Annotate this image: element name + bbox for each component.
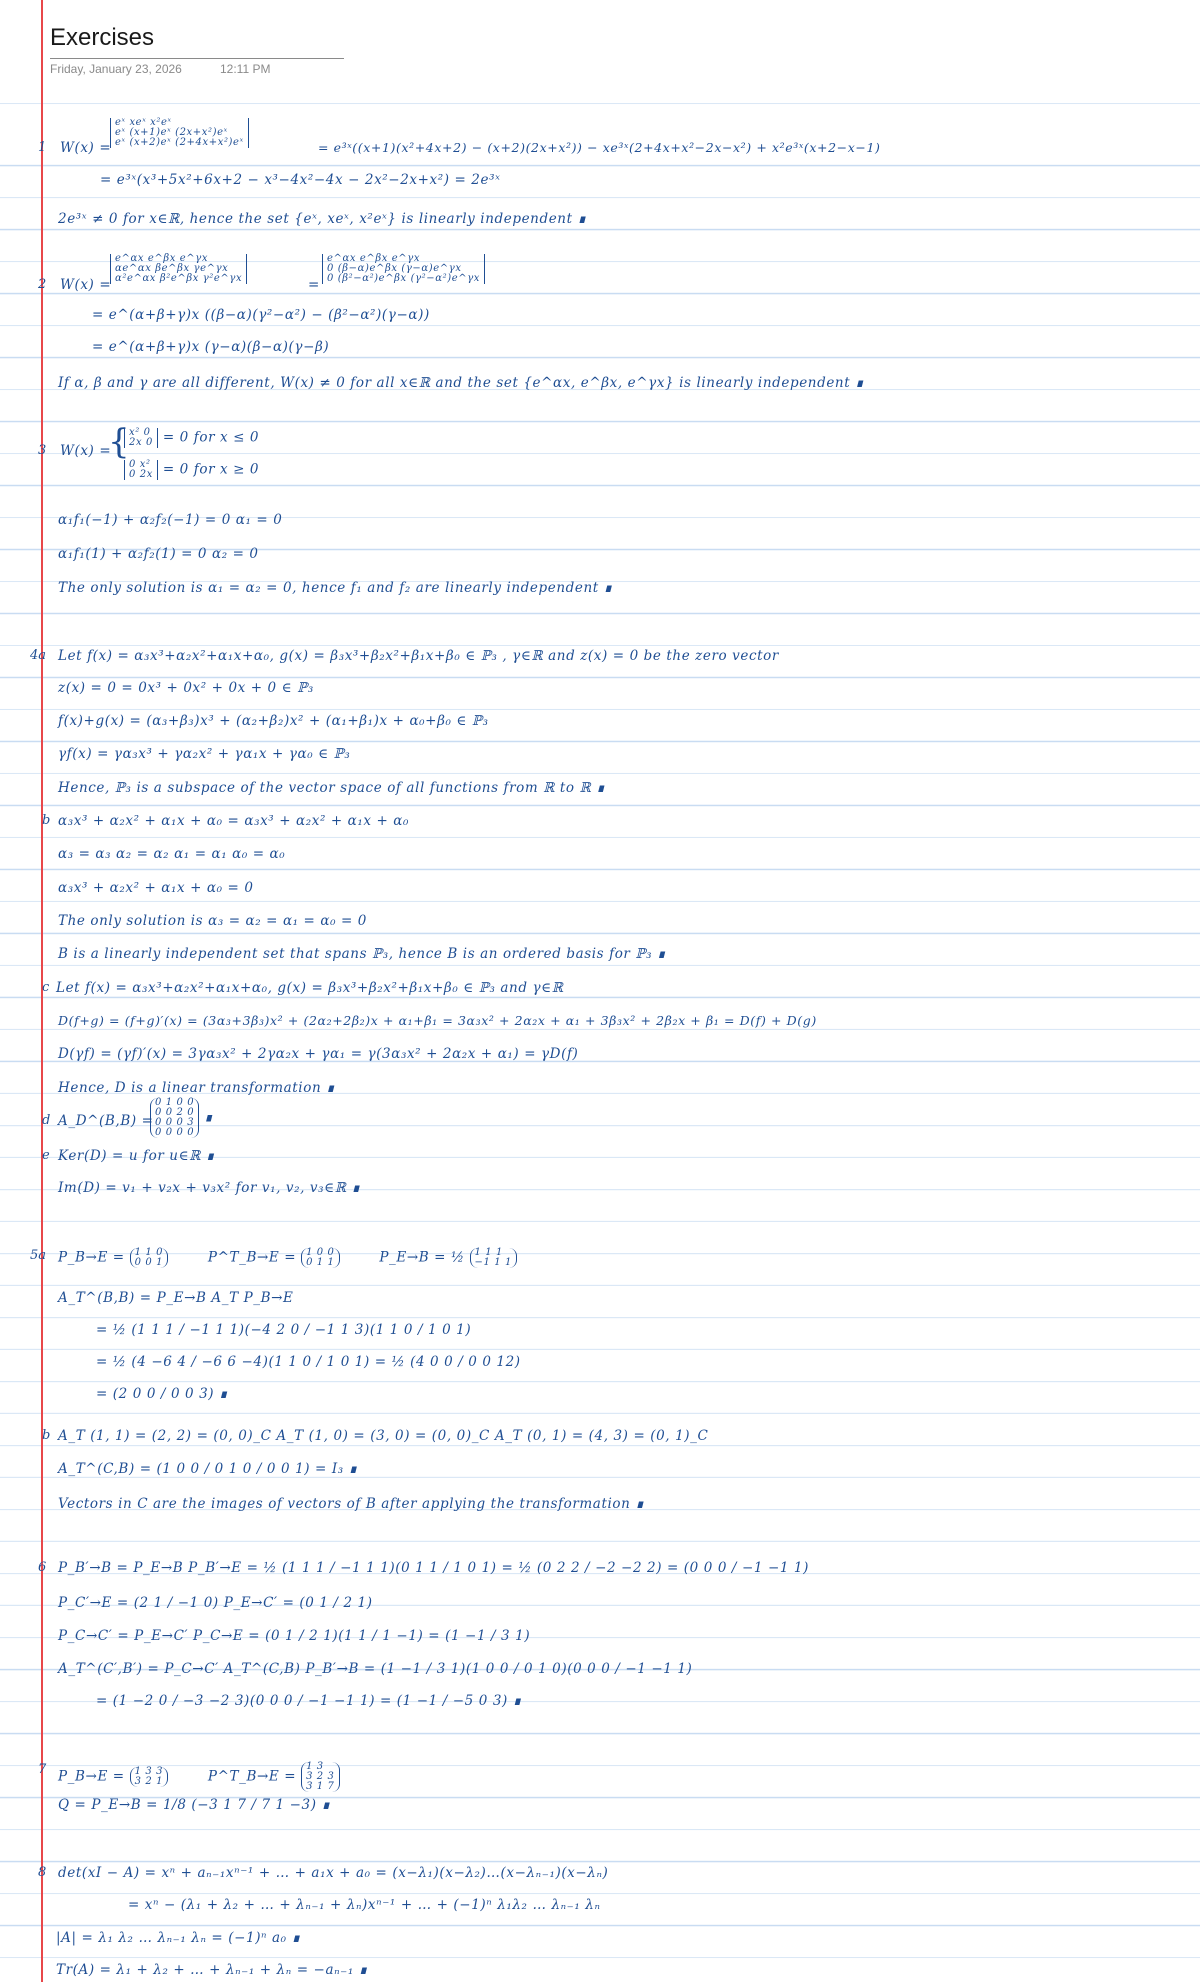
q4c-line-2: D(f+g) = (f+g)′(x) = (3α₃+3β₃)x² + (2α₂+2β₂)x + α₁+β₁ = 3α₃x² + 2α₂x + α₁ + 3β₃x² + 2β₂x + β₁ = D(f) + D(g) — [58, 1013, 817, 1028]
question-8-number: 8 — [38, 1865, 47, 1880]
q4a-line-2: z(x) = 0 = 0x³ + 0x² + 0x + 0 ∈ ℙ₃ — [58, 680, 314, 696]
q1-det-row-2: eˣ (x+1)eˣ (2x+x²)eˣ — [115, 127, 228, 138]
question-1-number: 1 — [38, 140, 47, 155]
q1-simplification: = e³ˣ(x³+5x²+6x+2 − x³−4x²−4x − 2x²−2x+x²) = 2e³ˣ — [100, 172, 501, 188]
q3-case-2-row-2: 0 2x — [129, 469, 153, 480]
q1-wronskian-label: W(x) = — [60, 140, 112, 156]
q4a-line-4: γf(x) = γα₃x³ + γα₂x² + γα₁x + γα₀ ∈ ℙ₃ — [58, 746, 351, 762]
q8-line-3: |A| = λ₁ λ₂ … λₙ₋₁ λₙ = (−1)ⁿ a₀ ∎ — [56, 1930, 301, 1946]
q4d-row-3: 0 0 0 3 — [155, 1117, 195, 1128]
q5a-p-e-to-b-label: P_E→B = ½ — [379, 1249, 465, 1266]
q4a-line-3: f(x)+g(x) = (α₃+β₃)x³ + (α₂+β₂)x² + (α₁+β₁)x + α₀+β₀ ∈ ℙ₃ — [58, 713, 489, 729]
q5a-p-b-to-e-label: P_B→E = — [58, 1249, 125, 1266]
q7-p-b-to-e-row-2: 3 2 1 — [134, 1776, 164, 1787]
q4d-row-1: 0 1 0 0 — [155, 1097, 195, 1108]
q3-conclusion: The only solution is α₁ = α₂ = 0, hence f₁ and f₂ are linearly independent ∎ — [58, 580, 613, 596]
q7-p-transpose-row-2: 3 2 3 — [306, 1771, 335, 1782]
q4d-row-2: 0 0 2 0 — [155, 1107, 195, 1118]
q6-line-3: P_C→C′ = P_E→C′ P_C→E = (0 1 / 2 1)(1 1 / 1 −1) = (1 −1 / 3 1) — [58, 1628, 531, 1644]
q4a-line-1: Let f(x) = α₃x³+α₂x²+α₁x+α₀, g(x) = β₃x³+β₂x²+β₁x+β₀ ∈ ℙ₃ , γ∈ℝ and z(x) = 0 be the zero vector — [58, 648, 779, 664]
page-header-area — [0, 0, 1200, 98]
q6-line-2: P_C′→E = (2 1 / −1 0) P_E→C′ = (0 1 / 2 1) — [58, 1595, 373, 1611]
q5a-line-5: = (2 0 0 / 0 0 3) ∎ — [96, 1386, 229, 1402]
q7-p-transpose-label: P^T_B→E = — [207, 1768, 297, 1785]
q4e-line-2: Im(D) = v₁ + v₂x + v₃x² for v₁, v₂, v₃∈ℝ ∎ — [58, 1180, 361, 1196]
q3-case-1 — [124, 428, 259, 448]
q2-determinant-b — [322, 254, 485, 284]
q4d-row-4: 0 0 0 0 — [155, 1127, 195, 1138]
page-title[interactable]: Exercises — [50, 24, 155, 51]
q4b-label: b — [42, 813, 51, 828]
q5a-p-b-to-e-row-2: 0 0 1 — [134, 1257, 164, 1268]
q8-line-4: Tr(A) = λ₁ + λ₂ + … + λₙ₋₁ + λₙ = −aₙ₋₁ ∎ — [56, 1962, 368, 1978]
q8-line-1: det(xI − A) = xⁿ + aₙ₋₁xⁿ⁻¹ + … + a₁x + a₀ = (x−λ₁)(x−λ₂)…(x−λₙ₋₁)(x−λₙ) — [58, 1865, 609, 1881]
q3-case-1-tail: = 0 for x ≤ 0 — [162, 429, 260, 446]
q4b-line-5: B is a linearly independent set that spans ℙ₃, hence B is an ordered basis for ℙ₃ ∎ — [58, 946, 667, 962]
q5a-line-3: = ½ (1 1 1 / −1 1 1)(−4 2 0 / −1 1 3)(1 1 0 / 1 0 1) — [96, 1322, 472, 1338]
q4d-matrix — [150, 1098, 213, 1138]
q8-line-2: = xⁿ − (λ₁ + λ₂ + … + λₙ₋₁ + λₙ)xⁿ⁻¹ + … + (−1)ⁿ λ₁λ₂ … λₙ₋₁ λₙ — [128, 1897, 601, 1913]
q4c-label: c — [42, 980, 50, 995]
q4b-line-4: The only solution is α₃ = α₂ = α₁ = α₀ = 0 — [58, 913, 367, 929]
q2-det-a-row-1: e^αx e^βx e^γx — [115, 253, 209, 264]
q5b-line-2: A_T^(C,B) = (1 0 0 / 0 1 0 / 0 0 1) = I₃ ∎ — [58, 1461, 358, 1477]
q2-det-b-row-3: 0 (β²−α²)e^βx (γ²−α²)e^γx — [327, 273, 481, 284]
q2-det-a-row-2: αe^αx βe^βx γe^γx — [115, 263, 229, 274]
q4b-line-2: α₃ = α₃ α₂ = α₂ α₁ = α₁ α₀ = α₀ — [58, 846, 286, 862]
q3-case-1-row-1: x² 0 — [129, 427, 151, 438]
q5a-p-transpose-label: P^T_B→E = — [207, 1249, 297, 1266]
q4d-matrix-label: A_D^(B,B) = — [58, 1113, 154, 1129]
q3-case-2-row-1: 0 x² — [129, 459, 151, 470]
title-underline — [50, 58, 344, 59]
question-7-number: 7 — [38, 1762, 47, 1777]
q4a-line-5: Hence, ℙ₃ is a subspace of the vector space of all functions from ℝ to ℝ ∎ — [58, 780, 606, 796]
q1-det-row-1: eˣ xeˣ x²eˣ — [115, 117, 172, 128]
q7-p-transpose-row-1: 1 3 — [306, 1761, 324, 1772]
page-date: Friday, January 23, 2026 — [50, 62, 182, 76]
q4c-line-4: Hence, D is a linear transformation ∎ — [58, 1080, 336, 1096]
q4b-line-1: α₃x³ + α₂x² + α₁x + α₀ = α₃x³ + α₂x² + α₁x + α₀ — [58, 813, 410, 829]
question-2-number: 2 — [38, 277, 47, 292]
question-4a-number: 4a — [30, 648, 47, 663]
q1-conclusion: 2e³ˣ ≠ 0 for x∈ℝ, hence the set {eˣ, xeˣ, x²eˣ} is linearly independent ∎ — [58, 211, 587, 227]
q6-line-5: = (1 −2 0 / −3 −2 3)(0 0 0 / −1 −1 1) = (1 −1 / −5 0 3) ∎ — [96, 1693, 522, 1709]
q3-case-1-row-2: 2x 0 — [129, 437, 153, 448]
q4c-line-3: D(γf) = (γf)′(x) = 3γα₃x² + 2γα₂x + γα₁ = γ(3α₃x² + 2α₂x + α₁) = γD(f) — [58, 1046, 579, 1062]
q2-det-a-row-3: α²e^αx β²e^βx γ²e^γx — [115, 273, 243, 284]
q5a-p-e-to-b-row-1: 1 1 1 — [474, 1247, 503, 1258]
q2-conclusion: If α, β and γ are all different, W(x) ≠ 0 for all x∈ℝ and the set {e^αx, e^βx, e^γx} is linearly independent ∎ — [58, 375, 865, 391]
q4b-line-3: α₃x³ + α₂x² + α₁x + α₀ = 0 — [58, 880, 254, 896]
q5a-p-b-to-e-row-1: 1 1 0 — [134, 1247, 164, 1258]
question-5a-number: 5a — [30, 1248, 47, 1263]
q5a-p-transpose-row-1: 1 0 0 — [306, 1247, 335, 1258]
q3-equation-1: α₁f₁(−1) + α₂f₂(−1) = 0 α₁ = 0 — [58, 512, 283, 528]
q5a-line-2: A_T^(B,B) = P_E→B A_T P_B→E — [58, 1290, 294, 1306]
q5a-line-1 — [58, 1248, 517, 1268]
q5b-line-1: A_T (1, 1) = (2, 2) = (0, 0)_C A_T (1, 0) = (3, 0) = (0, 0)_C A_T (0, 1) = (4, 3) = (0, 1)_C — [58, 1428, 709, 1444]
q1-expansion: = e³ˣ((x+1)(x²+4x+2) − (x+2)(2x+x²)) − xe³ˣ(2+4x+x²−2x−x²) + x²e³ˣ(x+2−x−1) — [318, 140, 881, 155]
q7-p-b-to-e-label: P_B→E = — [58, 1768, 125, 1785]
q3-wronskian-label: W(x) = — [60, 443, 112, 459]
q3-case-2-tail: = 0 for x ≥ 0 — [162, 461, 260, 478]
q5b-label: b — [42, 1428, 51, 1443]
q4c-line-1: Let f(x) = α₃x³+α₂x²+α₁x+α₀, g(x) = β₃x³+β₂x²+β₁x+β₀ ∈ ℙ₃ and γ∈ℝ — [56, 980, 564, 996]
page-time: 12:11 PM — [220, 62, 271, 76]
q3-equation-2: α₁f₁(1) + α₂f₂(1) = 0 α₂ = 0 — [58, 546, 259, 562]
q7-line-2: Q = P_E→B = 1/8 (−3 1 7 / 7 1 −3) ∎ — [58, 1797, 331, 1813]
q6-line-1: P_B′→B = P_E→B P_B′→E = ½ (1 1 1 / −1 1 1)(0 1 1 / 1 0 1) = ½ (0 2 2 / −2 −2 2) = (0 0 0 / −1 −1 1) — [58, 1560, 809, 1576]
q5a-p-transpose-row-2: 0 1 1 — [306, 1257, 335, 1268]
q4d-end-mark: ∎ — [204, 1109, 214, 1126]
q1-determinant — [110, 118, 249, 148]
q2-factored: = e^(α+β+γ)x (γ−α)(β−α)(γ−β) — [92, 339, 330, 355]
q1-det-row-3: eˣ (x+2)eˣ (2+4x+x²)eˣ — [115, 137, 244, 148]
q2-determinant-a — [110, 254, 247, 284]
q2-det-b-row-1: e^αx e^βx e^γx — [327, 253, 421, 264]
q2-det-b-row-2: 0 (β−α)e^βx (γ−α)e^γx — [327, 263, 462, 274]
question-3-number: 3 — [38, 443, 47, 458]
q4d-label: d — [42, 1113, 51, 1128]
q5a-p-e-to-b-row-2: −1 1 1 — [474, 1257, 512, 1268]
question-6-number: 6 — [38, 1560, 47, 1575]
q5b-line-3: Vectors in C are the images of vectors of B after applying the transformation ∎ — [58, 1496, 645, 1512]
q4e-label: e — [42, 1148, 50, 1163]
q2-wronskian-label: W(x) = — [60, 277, 112, 293]
q3-case-2 — [124, 460, 259, 480]
q4e-line-1: Ker(D) = u for u∈ℝ ∎ — [58, 1148, 216, 1164]
q7-line-1 — [58, 1762, 340, 1792]
q6-line-4: A_T^(C′,B′) = P_C→C′ A_T^(C,B) P_B′→B = (1 −1 / 3 1)(1 0 0 / 0 1 0)(0 0 0 / −1 −1 1) — [58, 1661, 693, 1677]
q5a-line-4: = ½ (4 −6 4 / −6 6 −4)(1 1 0 / 1 0 1) = ½ (4 0 0 / 0 0 12) — [96, 1354, 521, 1370]
q7-p-transpose-row-3: 3 1 7 — [306, 1781, 335, 1792]
q2-expansion: = e^(α+β+γ)x ((β−α)(γ²−α²) − (β²−α²)(γ−α)) — [92, 307, 430, 323]
q7-p-b-to-e-row-1: 1 3 3 — [134, 1766, 164, 1777]
